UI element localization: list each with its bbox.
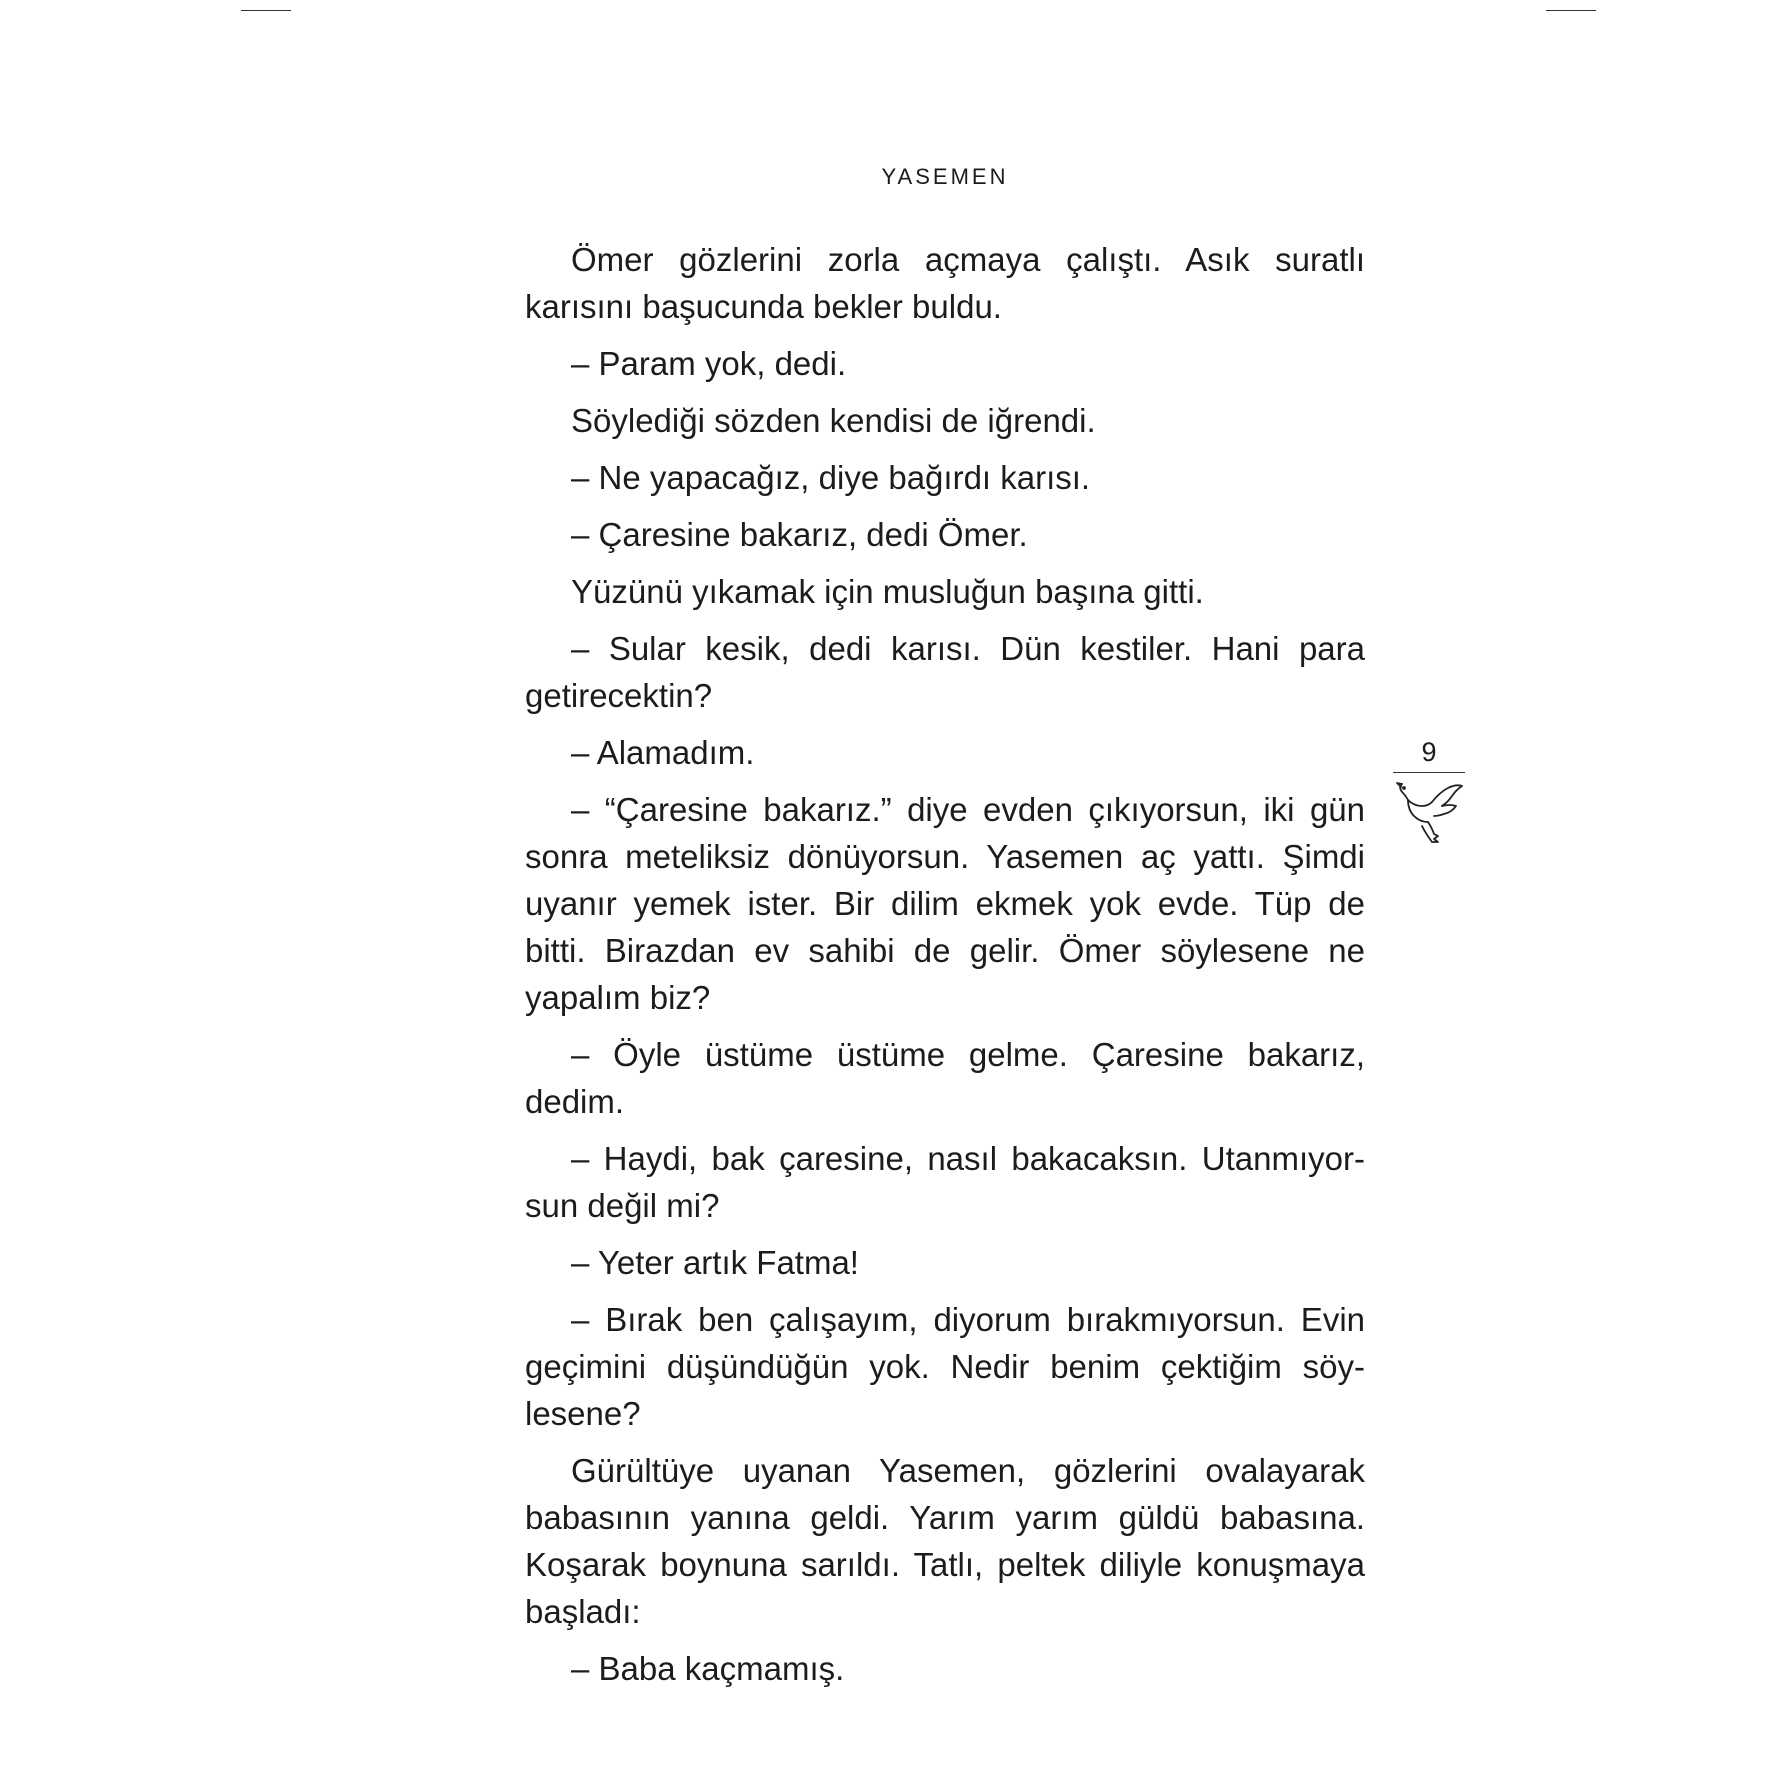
paragraph: – Çaresine bakarız, dedi Ömer. [571, 516, 1028, 553]
paragraph: – “Çaresine bakarız.” diye evden çıkıyorsun, iki gün sonra meteliksiz dönüyorsun. Yasemen aç yattı. Şimdi uyanır yemek ister. Bir dilim ekmek yok evde. Tüp de bitti. Birazdan ev sahibi de gelir. Ömer söylesene ne yapalım biz? [525, 791, 1365, 1016]
paragraph: – Baba kaçmamış. [571, 1650, 845, 1687]
paragraph: – Haydi, bak çaresine, nasıl bakacaksın. Utanmıyorsun değil mi? [525, 1140, 1365, 1224]
paragraph: – Sular kesik, dedi karısı. Dün kestiler. Hani para getirecektin? [525, 630, 1365, 714]
paragraph: – Öyle üstüme üstüme gelme. Çaresine bakarız, dedim. [525, 1036, 1365, 1120]
paragraph: Söylediği sözden kendisi de iğrendi. [571, 402, 1096, 439]
paragraph: – Bırak ben çalışayım, diyorum bırakmıyorsun. Evin geçimini düşündüğün yok. Nedir benim çektiğim söylesene? [525, 1301, 1365, 1432]
paragraph: Ömer gözlerini zorla açmaya çalıştı. Asık suratlı karısını başucunda bekler buldu. [525, 241, 1365, 325]
dove-icon [1394, 776, 1466, 848]
body-text [525, 236, 1365, 1702]
folio-rule [1393, 772, 1465, 773]
folio [1393, 736, 1465, 773]
paragraph: – Ne yapacağız, diye bağırdı karısı. [571, 459, 1091, 496]
paragraph: – Alamadım. [571, 734, 755, 771]
page-number: 9 [1421, 737, 1437, 767]
crop-mark-right [1546, 10, 1596, 11]
paragraph: Gürültüye uyanan Yasemen, gözlerini ovalayarak babasının yanına geldi. Yarım yarım güldü babasına. Koşarak boynuna sarıldı. Tatlı, peltek diliyle konuşmaya başladı: [525, 1452, 1365, 1630]
paragraph: – Param yok, dedi. [571, 345, 847, 382]
running-head: YASEMEN [881, 164, 1009, 189]
paragraph: Yüzünü yıkamak için musluğun başına gitti. [571, 573, 1204, 610]
crop-mark-left [241, 10, 291, 11]
paragraph: – Yeter artık Fatma! [571, 1244, 859, 1281]
